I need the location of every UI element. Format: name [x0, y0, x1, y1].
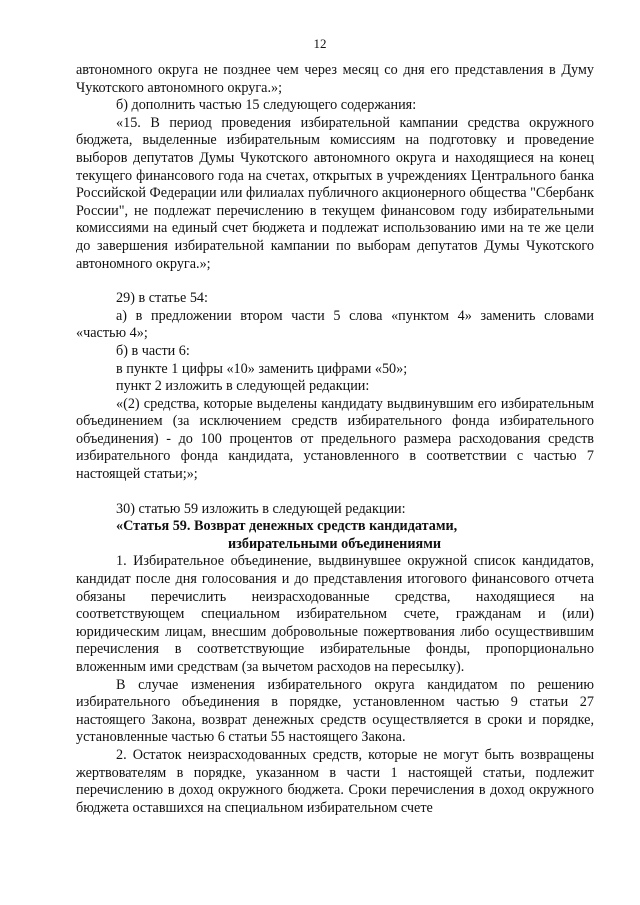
paragraph-gap [76, 273, 594, 290]
paragraph: б) в части 6: [116, 342, 190, 359]
article-heading-line2: избирательными объединениями [228, 535, 442, 552]
paragraph: пункт 2 изложить в следующей редакции: [116, 378, 370, 395]
page-number: 12 [313, 36, 327, 51]
paragraph-gap [76, 484, 594, 501]
paragraph: В случае изменения избирательного округа кандидатом по решению избирательного объединения в порядке, установленном частью 9 статьи 27 настоящего Закона, возврат денежных средств осуществляется в сроки и порядке, установленные частью 6 статьи 55 настоящего Закона. [76, 676, 594, 746]
paragraph: в пункте 1 цифры «10» заменить цифрами «50»; [116, 360, 408, 377]
paragraph: 1. Избирательное объединение, выдвинувшее окружной список кандидатов, кандидат после дня голосования и до представления итогового финансового отчета обязаны перечислить неизрасходованные средства, находящиеся на соответствующем специальном избирательном счете, гражданам и (или) юридическим лицам, внесшим добровольные пожертвования либо осуществившим перечисления в соответствующие избирательные фонды, пропорционально вложенным ими средствам (за вычетом расходов на пересылку). [76, 553, 594, 675]
article-heading-line1: «Статья 59. Возврат денежных средств кандидатами, [116, 518, 458, 535]
paragraph: 30) статью 59 изложить в следующей редакции: [116, 500, 406, 517]
paragraph: «(2) средства, которые выделены кандидату выдвинувшим его избирательным объединением (за исключением средств избирательного фонда избирательного объединения) - до 100 процентов от предельного размера расходования средств избирательного фонда кандидата, установленного в соответствии с частью 7 настоящей статьи;»; [76, 395, 594, 483]
paragraph: б) дополнить частью 15 следующего содержания: [116, 97, 417, 114]
paragraph: а) в предложении втором части 5 слова «пунктом 4» заменить словами «частью 4»; [76, 307, 594, 342]
paragraph: «15. В период проведения избирательной кампании средства окружного бюджета, выделенные избирательным комиссиям на подготовку и проведение выборов депутатов Думы Чукотского автономного округа и находящиеся на конец текущего финансового года на счетах, открытых в учреждениях Центрального банка Российской Федерации или филиалах публичного акционерного общества "Сбербанк России", не подлежат перечислению в текущем финансовом году избирательными комиссиями на единый счет бюджета и подлежат использованию ими на те же цели до завершения избирательной кампании по выборам депутатов Думы Чукотского автономного округа.»; [76, 114, 594, 272]
paragraph: автономного округа не позднее чем через месяц со дня его представления в Думу Чукотского автономного округа.»; [76, 62, 594, 96]
paragraph: 2. Остаток неизрасходованных средств, которые не могут быть возвращены жертвователям в порядке, указанном в части 1 настоящей статьи, подлежит перечислению в доход окружного бюджета. Сроки перечисления в доход окружного бюджета оставшихся на специальном избирательном счете [76, 746, 594, 816]
article-heading [76, 518, 594, 553]
paragraph: 29) в статье 54: [116, 290, 208, 307]
document-body [76, 62, 594, 817]
